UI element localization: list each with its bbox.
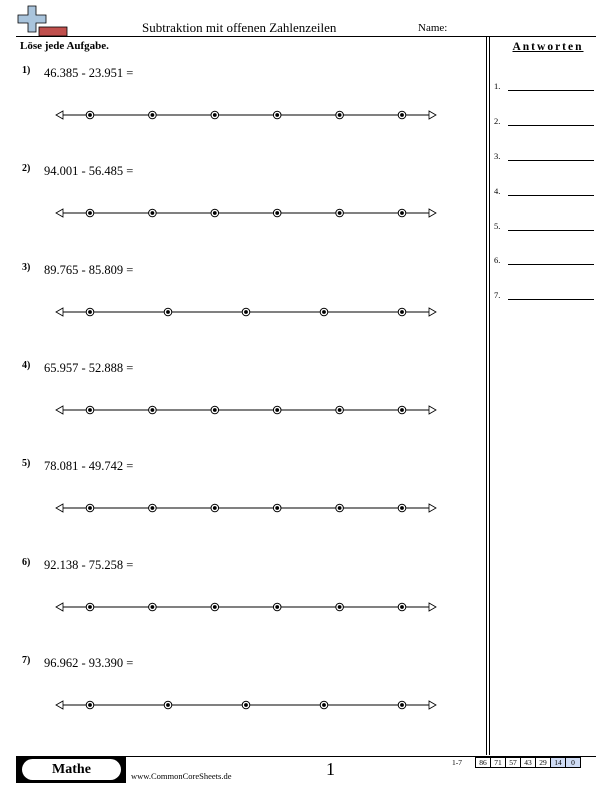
right-arrow-icon [429,308,436,316]
number-line-marker-dot [322,703,326,707]
problem-expression: 92.138 - 75.258 = [44,558,134,572]
number-line-marker-dot [151,113,155,117]
number-line-marker-dot [275,211,279,215]
number-line-marker-dot [338,408,342,412]
number-line-marker-dot [213,113,217,117]
score-cell: 57 [505,757,521,768]
number-line-marker-dot [213,506,217,510]
open-number-line[interactable] [50,600,442,614]
answer-blank[interactable] [508,230,594,231]
number-line-marker-dot [275,408,279,412]
number-line-marker-dot [400,113,404,117]
number-line-marker-dot [166,703,170,707]
number-line-marker-dot [400,605,404,609]
answer-blank[interactable] [508,264,594,265]
answer-blank[interactable] [508,125,594,126]
number-line-marker-dot [275,113,279,117]
header-rule [16,36,596,37]
score-cell: 29 [535,757,551,768]
left-arrow-icon [56,111,63,119]
worksheet-title: Subtraktion mit offenen Zahlenzeilen [142,20,337,35]
open-number-line[interactable] [50,501,442,515]
score-cell: 71 [490,757,506,768]
answer-blank[interactable] [508,299,594,300]
score-cell: 43 [520,757,536,768]
number-line-marker-dot [151,408,155,412]
number-line-marker-dot [88,310,92,314]
problem-number: 4) [22,360,31,371]
number-line-marker-dot [244,310,248,314]
score-table [476,757,581,768]
number-line-marker-dot [151,211,155,215]
answer-number: 7. [494,290,501,300]
answer-blank[interactable] [508,195,594,196]
right-arrow-icon [429,111,436,119]
number-line-marker-dot [338,506,342,510]
problem-number: 1) [22,65,31,76]
left-arrow-icon [56,406,63,414]
left-arrow-icon [56,603,63,611]
number-line-marker-dot [400,703,404,707]
subject-badge: Mathe [22,759,121,780]
number-line-marker-dot [400,506,404,510]
number-line-marker-dot [400,310,404,314]
number-line-marker-dot [151,605,155,609]
number-line-marker-dot [88,408,92,412]
number-line-marker-dot [88,605,92,609]
number-line-marker-dot [88,211,92,215]
problem-number: 6) [22,557,31,568]
answer-blank[interactable] [508,160,594,161]
right-arrow-icon [429,209,436,217]
number-line-marker-dot [400,408,404,412]
right-arrow-icon [429,504,436,512]
left-arrow-icon [56,701,63,709]
score-range-label: 1-7 [452,758,462,767]
left-arrow-icon [56,504,63,512]
number-line-marker-dot [322,310,326,314]
open-number-line[interactable] [50,305,442,319]
open-number-line[interactable] [50,403,442,417]
problem-number: 2) [22,163,31,174]
score-cell: 0 [565,757,581,768]
right-arrow-icon [429,406,436,414]
open-number-line[interactable] [50,108,442,122]
problem-expression: 96.962 - 93.390 = [44,656,134,670]
score-cell: 86 [475,757,491,768]
column-divider [489,37,490,755]
problem-expression: 94.001 - 56.485 = [44,164,134,178]
number-line-marker-dot [244,703,248,707]
number-line-marker-dot [166,310,170,314]
problem-expression: 78.081 - 49.742 = [44,459,134,473]
number-line-marker-dot [400,211,404,215]
problem-number: 3) [22,262,31,273]
answers-title: Antworten [512,41,584,53]
right-arrow-icon [429,603,436,611]
number-line-marker-dot [338,605,342,609]
number-line-marker-dot [151,506,155,510]
plus-minus-logo-icon [16,5,70,37]
answer-number: 4. [494,186,501,196]
answer-blank[interactable] [508,90,594,91]
number-line-marker-dot [213,211,217,215]
answer-number: 3. [494,151,501,161]
number-line-marker-dot [275,506,279,510]
number-line-marker-dot [88,113,92,117]
name-label: Name: [418,22,448,34]
problem-expression: 89.765 - 85.809 = [44,263,134,277]
answer-number: 1. [494,81,501,91]
right-arrow-icon [429,701,436,709]
number-line-marker-dot [88,703,92,707]
number-line-marker-dot [338,113,342,117]
problem-number: 7) [22,655,31,666]
left-arrow-icon [56,308,63,316]
problem-expression: 65.957 - 52.888 = [44,361,134,375]
answer-number: 2. [494,116,501,126]
column-divider [486,37,487,755]
page-number: 1 [326,759,335,779]
number-line-marker-dot [338,211,342,215]
number-line-marker-dot [275,605,279,609]
answer-number: 6. [494,255,501,265]
problem-number: 5) [22,458,31,469]
problem-expression: 46.385 - 23.951 = [44,66,134,80]
instructions: Löse jede Aufgabe. [20,40,109,52]
answer-number: 5. [494,221,501,231]
number-line-marker-dot [213,605,217,609]
website-link[interactable]: www.CommonCoreSheets.de [131,771,232,781]
number-line-marker-dot [213,408,217,412]
number-line-marker-dot [88,506,92,510]
score-cell: 14 [550,757,566,768]
left-arrow-icon [56,209,63,217]
open-number-line[interactable] [50,206,442,220]
open-number-line[interactable] [50,698,442,712]
